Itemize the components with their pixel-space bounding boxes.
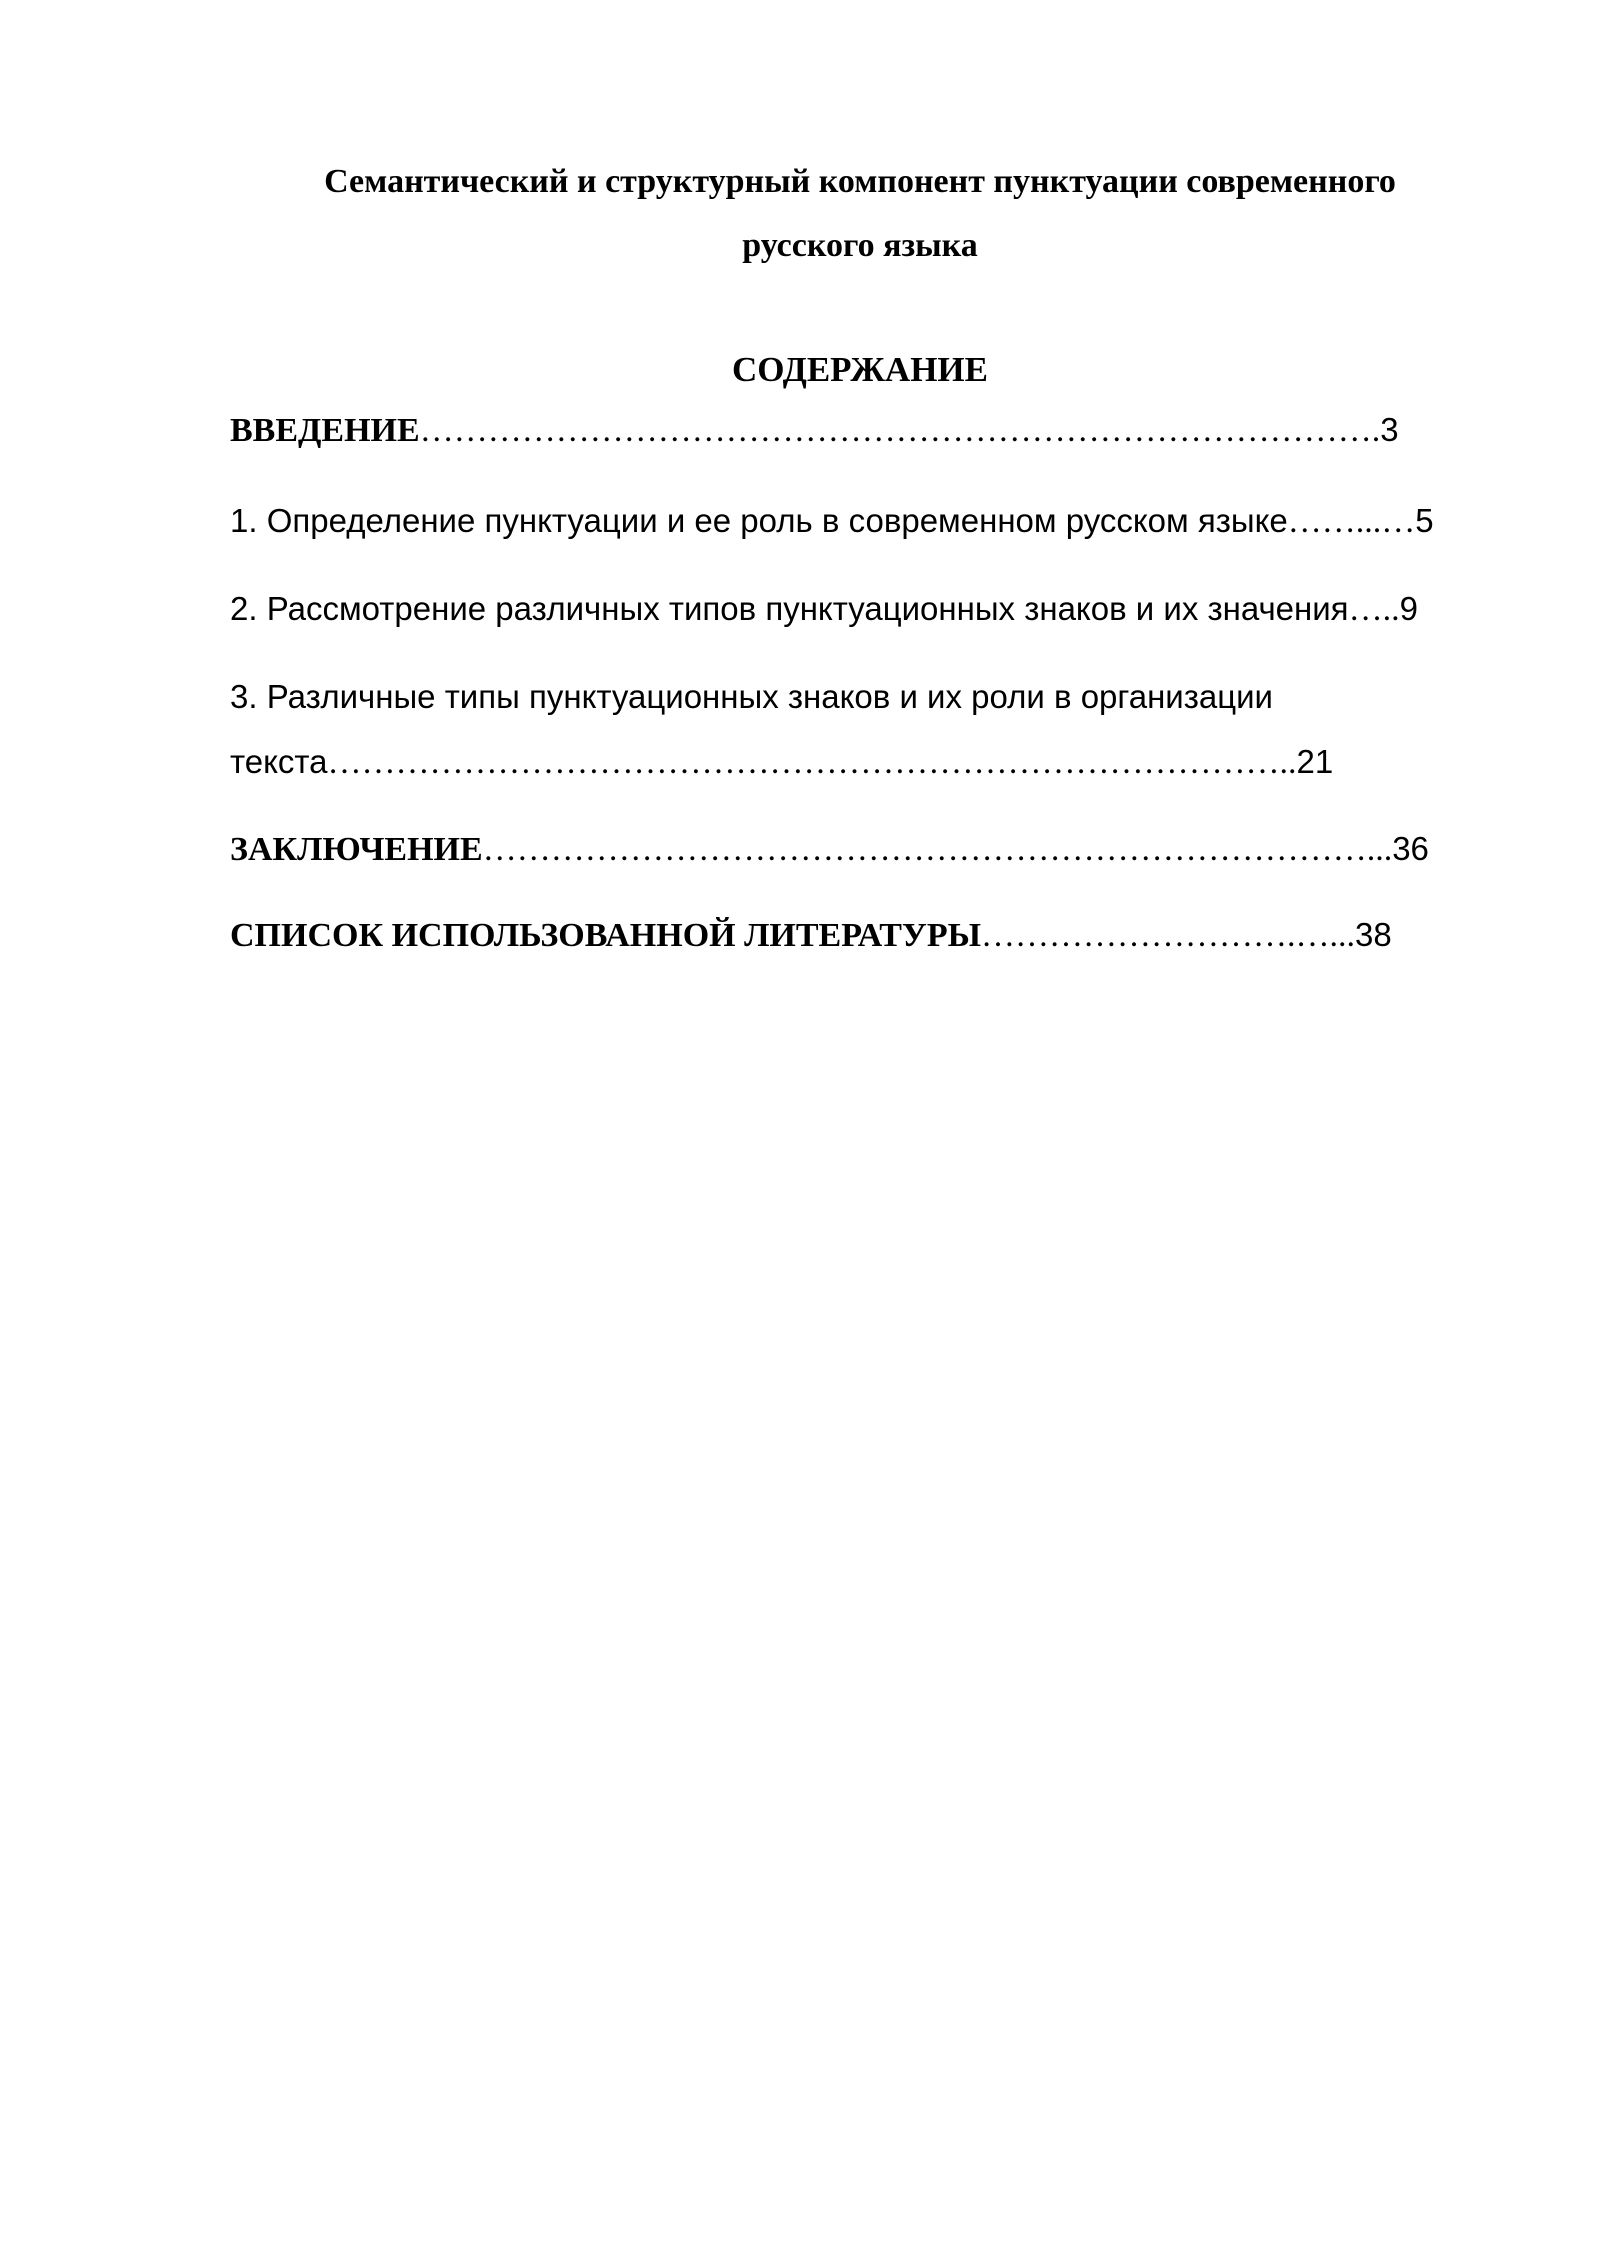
toc-entry-page: 9 [1399,590,1418,627]
document-title [230,150,1490,278]
toc-entry-label-continuation: текста [230,743,328,780]
toc-entry-leader: …………………………………………………………………………. [419,412,1381,449]
document-title-line-2: русского языка [742,227,978,264]
toc-entry-section-1 [230,497,1495,546]
toc-entry-label: 3. Различные типы пунктуационных знаков и их роли в организации [230,678,1273,715]
toc-entry-label: СПИСОК ИСПОЛЬЗОВАННОЙ ЛИТЕРАТУРЫ [230,917,981,954]
toc-entry-leader: ……...… [1287,503,1416,540]
toc-entry-page: 3 [1380,411,1399,448]
toc-entry-page: 36 [1392,830,1429,867]
toc-entry-references [230,911,1495,960]
toc-entry-label: ВВЕДЕНИЕ [230,412,420,449]
toc-entry-section-3 [230,673,1495,787]
toc-entry-leader: ……………………….…... [981,917,1355,954]
toc-entry-label: 2. Рассмотрение различных типов пунктуационных знаков и их значения [230,590,1349,627]
toc-entry-conclusion [230,825,1495,874]
toc-entry-leader: ………………………………………………………………………….. [327,744,1297,781]
toc-entry-leader: ……………………………………………………………………... [482,831,1393,868]
toc-entry-label: ЗАКЛЮЧЕНИЕ [230,831,483,868]
toc-entry-leader: ….. [1348,591,1400,628]
toc-entry-page: 21 [1296,743,1334,780]
toc-entry-page: 5 [1415,502,1434,539]
document-title-line-1: Семантический и структурный компонент пунктуации современного [324,163,1396,200]
toc-entry-page: 38 [1355,916,1392,953]
toc-entry-introduction [230,406,1495,455]
toc-entry-section-2 [230,585,1495,634]
toc-entry-label: 1. Определение пунктуации и ее роль в современном русском языке [230,502,1288,539]
toc-heading: СОДЕРЖАНИЕ [731,350,988,389]
